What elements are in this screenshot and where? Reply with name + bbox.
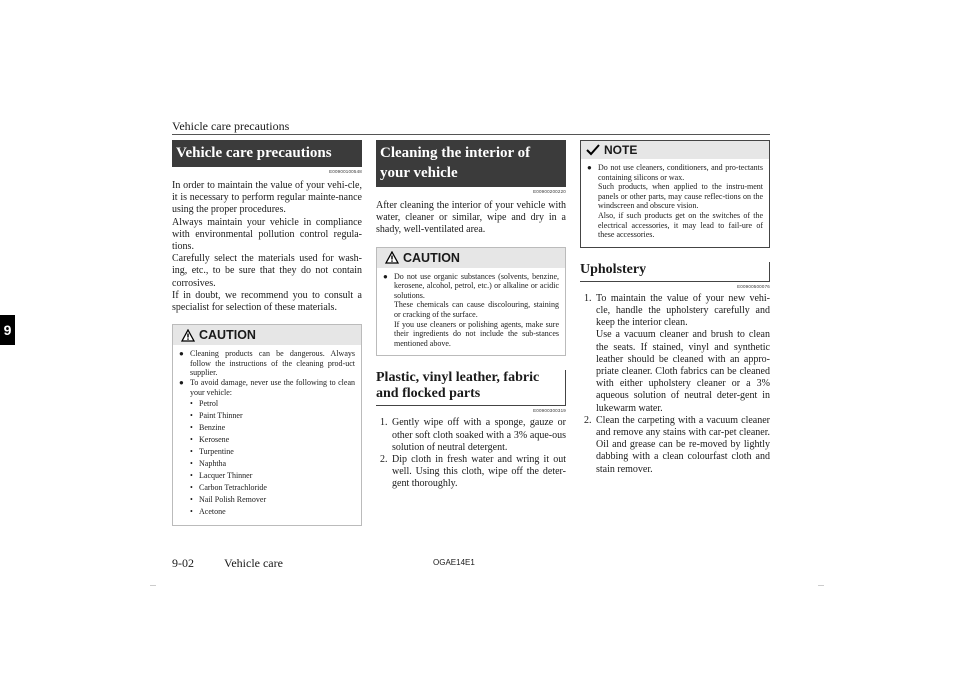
bullet-icon: ● [383, 271, 388, 281]
note-text-line: Also, if such products get on the switches of the electrical accessories, it may lead to fail-ure of these accessories. [598, 210, 763, 240]
caution-header [377, 248, 565, 268]
list-item: • Nail Polish Remover [190, 494, 355, 506]
section-code: E00900100548 [329, 169, 362, 174]
list-item [376, 454, 566, 491]
list-item: • Carbon Tetrachloride [190, 482, 355, 494]
body-text [376, 200, 566, 237]
caution-text: To avoid damage, never use the following to clean your vehicle: [190, 378, 355, 397]
note-label: NOTE [604, 143, 638, 157]
running-head: Vehicle care precautions [172, 119, 290, 133]
caution-text: Cleaning products can be dangerous. Always follow the instructions of the cleaning prod-uct supplier. [190, 349, 355, 378]
caution-body [173, 345, 361, 525]
note-header [581, 141, 769, 159]
list-item: • Benzine [190, 422, 355, 434]
section-code: E00900500076 [737, 283, 770, 289]
column-note-upholstery [580, 140, 770, 476]
step-extra-text: Use a vacuum cleaner and brush to clean the seats. If stained, vinyl and synthetic leather should be cleaned with an appro-priate cleaner. Cloth fabrics can be cleaned with either upholstery cleaner or a 3% aqueous solution of neutral deter-gent in lukewarm water. [596, 329, 770, 414]
caution-bullet [179, 378, 355, 397]
list-item: • Lacquer Thinner [190, 470, 355, 482]
footer-doc-code: OGAE14E1 [433, 558, 475, 567]
paragraph: If in doubt, we recommend you to consult a specialist for selection of these materials. [172, 289, 362, 314]
caution-bullet [179, 349, 355, 378]
paragraph: In order to maintain the value of your vehi-cle, it is necessary to perform regular mainte-nance using the proper procedures. [172, 180, 362, 216]
paragraph: After cleaning the interior of your vehicle with water, cleaner or similar, wipe and dry in a shady, well-ventilated area. [376, 200, 566, 236]
subsection-title: Upholstery [580, 262, 770, 282]
list-item: • Acetone [190, 506, 355, 518]
bullet-icon: ● [179, 349, 184, 359]
paragraph: Carefully select the materials used for wash-ing, etc., to be sure that they do not contain corrosives. [172, 253, 362, 289]
section-code: E00900300319 [533, 408, 566, 414]
bullet-icon: ● [179, 378, 184, 388]
list-item [580, 415, 770, 476]
step-text: Gently wipe off with a sponge, gauze or other soft cloth soaked with a 3% aque-ous solution of neutral detergent. [392, 417, 566, 453]
subsection-title: Plastic, vinyl leather, fabric and flocked parts [376, 370, 566, 406]
note-box [580, 140, 770, 248]
crop-mark [150, 585, 156, 586]
list-item [580, 293, 770, 415]
step-number: 1. [380, 417, 388, 429]
caution-box [172, 324, 362, 526]
caution-header [173, 325, 361, 345]
header-rule [172, 134, 770, 135]
step-number: 2. [584, 414, 592, 426]
paragraph: Always maintain your vehicle in compliance with environmental pollution control regula-tions. [172, 216, 362, 253]
note-text: Do not use cleaners, conditioners, and pro-tectants containing silicons or wax. [598, 163, 763, 182]
list-item: • Naphtha [190, 458, 355, 470]
footer-chapter-title: Vehicle care [224, 556, 283, 570]
column-cleaning-interior [376, 140, 566, 491]
caution-label: CAUTION [403, 250, 460, 265]
page-number: 9-02 [172, 556, 194, 570]
checkmark-icon [586, 144, 600, 156]
crop-mark [818, 585, 824, 586]
warning-triangle-icon [385, 251, 399, 264]
step-text: Clean the carpeting with a vacuum cleaner and remove any stains with car-pet cleaner. Oil and grease can be re-moved by lightly dabbing with a clean colourfast cloth and stain remover. [596, 414, 770, 475]
caution-label: CAUTION [199, 328, 256, 343]
warning-triangle-icon [181, 329, 195, 342]
steps-list [376, 417, 566, 490]
steps-list [580, 293, 770, 476]
section-code: E00900200220 [533, 189, 566, 194]
list-item: • Kerosene [190, 434, 355, 446]
list-item: • Petrol [190, 398, 355, 410]
step-number: 2. [380, 453, 388, 465]
chapter-tab: 9 [0, 315, 15, 345]
note-bullet [587, 163, 763, 182]
caution-box [376, 247, 566, 357]
body-text [172, 180, 362, 314]
list-item: • Turpentine [190, 446, 355, 458]
note-text-line: Such products, when applied to the instru-ment panels or other parts, may cause reflec-tions on the windscreen and obscure vision. [598, 182, 763, 211]
caution-text: Do not use organic substances (solvents, benzine, kerosene, alcohol, petrol, etc.) or alkaline or acidic solutions. [394, 271, 559, 300]
caution-body [377, 268, 565, 356]
caution-text-line: These chemicals can cause discolouring, staining or cracking of the surface. [394, 300, 559, 319]
list-item [376, 417, 566, 454]
step-number: 1. [584, 292, 592, 304]
caution-bullet [383, 272, 559, 301]
note-body [581, 159, 769, 247]
bullet-icon: ● [587, 163, 592, 172]
list-item: • Paint Thinner [190, 410, 355, 422]
step-text: To maintain the value of your new vehi-cle, handle the upholstery carefully and keep the interior clean. [596, 292, 770, 329]
prohibited-substances-list [190, 398, 355, 518]
caution-text-line: If you use cleaners or polishing agents, make sure their ingredients do not include the sub-stances mentioned above. [394, 319, 559, 348]
column-vehicle-care-precautions [172, 140, 362, 526]
section-title: Cleaning the interior of your vehicle [376, 140, 566, 187]
section-title: Vehicle care precautions [172, 140, 362, 167]
step-text: Dip cloth in fresh water and wring it out well. Using this cloth, wipe off the deter-gent thoroughly. [392, 453, 566, 490]
